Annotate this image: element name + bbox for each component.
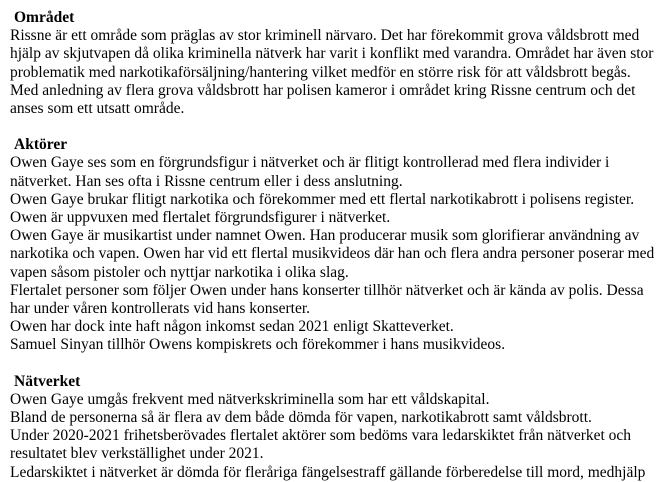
section-natverket [10,373,658,482]
paragraph: Owen Gaye brukar flitigt narkotika och förekommer med ett flertal narkotikabrott i polisens register. [10,190,635,208]
paragraph: Owen Gaye umgås frekvent med nätverkskriminella som har ett våldskapital. [10,390,490,408]
section-heading-natverket: Nätverket [14,372,81,390]
paragraph: Med anledning av flera grova våldsbrott har polisen kameror i området kring Rissne centrum och det anses som ett utsatt område. [10,81,636,118]
paragraph: Owen Gaye ses som en förgrundsfigur i nätverket och är flitigt kontrollerad med flera individer i nätverket. Han ses ofta i Rissne centrum eller i dess anslutning. [10,154,610,190]
section-heading-aktorer: Aktörer [14,136,68,154]
paragraph: Bland de personerna så är flera av dem både dömda för vapen, narkotikabrott samt våldsbrott. [10,409,592,427]
section-heading-omradet: Området [14,9,75,26]
section-aktorer [10,136,658,354]
paragraph: Under 2020-2021 frihetsberövades flertalet aktörer som bedöms vara ledarskiktet från nätverket och resultatet blev verkställighet under 2021. [10,427,632,463]
paragraph: Owen har dock inte haft någon inkomst sedan 2021 enligt Skatteverket. [10,318,454,336]
paragraph: Flertalet personer som följer Owen under hans konserter tillhör nätverket och är kända av polis. Dessa har under våren kontrollerats vid hans konserter. [10,281,644,318]
paragraph: Owen är uppvuxen med flertalet förgrundsfigurer i nätverket. [10,209,391,227]
paragraph: Samuel Sinyan tillhör Owens kompiskrets och förekommer i hans musikvideos. [10,336,506,354]
section-omradet [10,9,658,118]
paragraph: Ledarskiktet i nätverket är dömda för fleråriga fängelsestraff gällande förberedelse till mord, medhjälp [10,463,646,481]
paragraph: Owen Gaye är musikartist under namnet Owen. Han producerar musik som glorifierar användning av narkotika och vapen. Owen har vid ett flertal musikvideos där han och flera andra personer poserar med vapen såsom pistoler och nyttjar narkotika i olika slag. [10,227,655,281]
paragraph: Rissne är ett område som präglas av stor kriminell närvaro. Det har förekommit grova våldsbrott med hjälp av skjutvapen då olika kriminella nätverk har varit i konflikt med varandra. Området har även stor problematik med narkotikaförsäljning/hantering vilket medför en större risk för att våldsbrott begås. [10,27,654,81]
